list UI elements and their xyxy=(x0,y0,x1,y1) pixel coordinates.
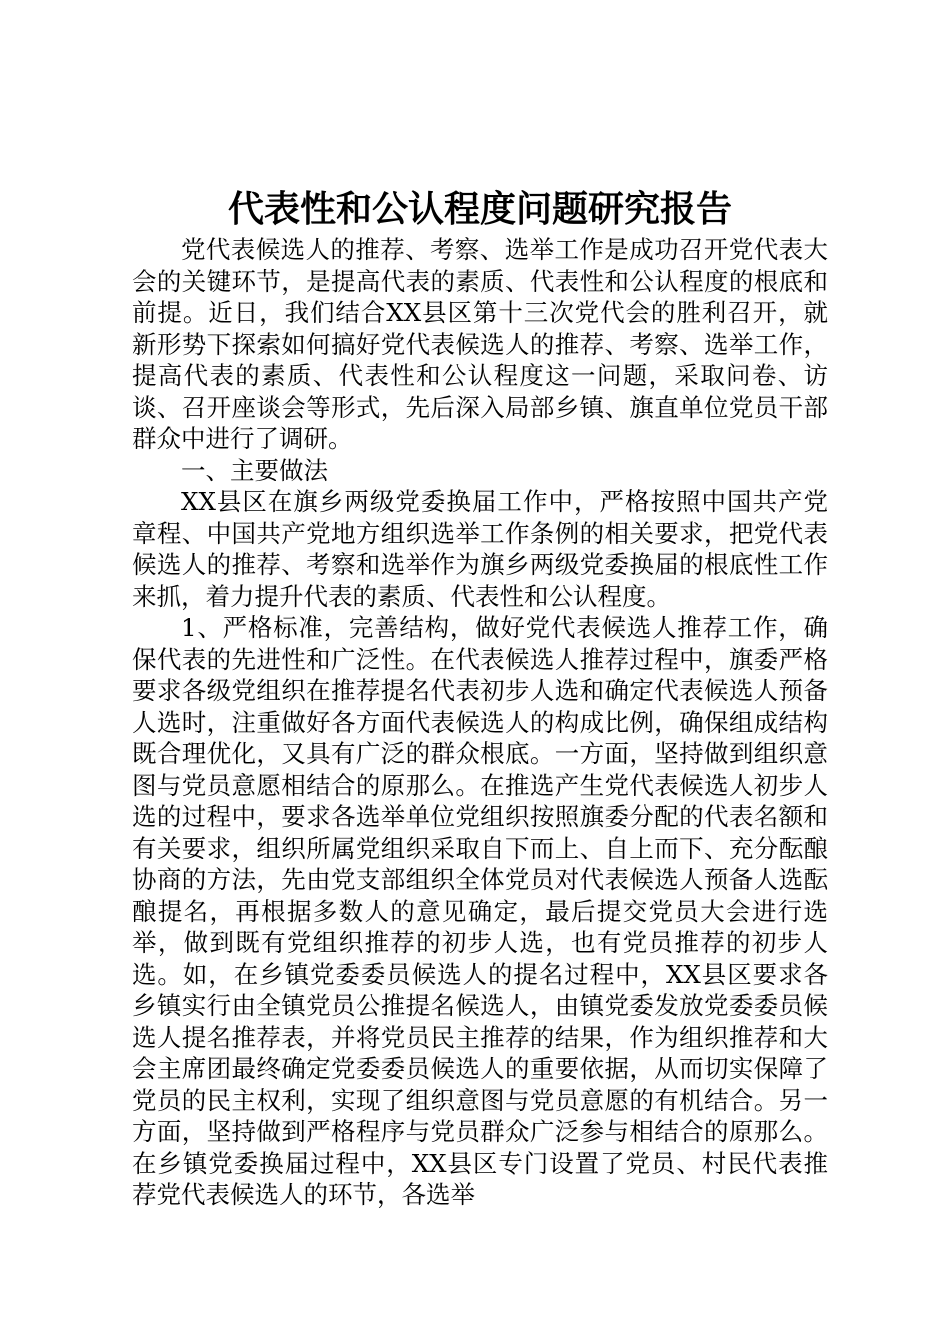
paragraph-point-1: 1、严格标准，完善结构，做好党代表候选人推荐工作，确保代表的先进性和广泛性。在代表候选人推荐过程中，旗委严格要求各级党组织在推荐提名代表初步人选和确定代表候选人预备人选时，注重做好各方面代表候选人的构成比例，确保组成结构既合理优化，又具有广泛的群众根底。一方面，坚持做到组织意图与党员意愿相结合的原那么。在推选产生党代表候选人初步人选的过程中，要求各选举单位党组织按照旗委分配的代表名额和有关要求，组织所属党组织采取自下而上、自上而下、充分酝酿协商的方法，先由党支部组织全体党员对代表候选人预备人选酝酿提名，再根据多数人的意见确定，最后提交党员大会进行选举，做到既有党组织推荐的初步人选，也有党员推荐的初步人选。如，在乡镇党委委员候选人的提名过程中，XX县区要求各乡镇实行由全镇党员公推提名候选人，由镇党委发放党委委员候选人提名推荐表，并将党员民主推荐的结果，作为组织推荐和大会主席团最终确定党委委员候选人的重要依据，从而切实保障了党员的民主权利，实现了组织意图与党员意愿的有机结合。另一方面，坚持做到严格程序与党员群众广泛参与相结合的原那么。在乡镇党委换届过程中，XX县区专门设置了党员、村民代表推荐党代表候选人的环节，各选举 xyxy=(132,613,828,1209)
section-heading-main-practices: 一、主要做法 xyxy=(181,455,328,485)
paragraph-overview: XX县区在旗乡两级党委换届工作中，严格按照中国共产党章程、中国共产党地方组织选举工作条例的相关要求，把党代表候选人的推荐、考察和选举作为旗乡两级党委换届的根底性工作来抓，着力提升代表的素质、代表性和公认程度。 xyxy=(132,487,828,611)
paragraph-intro: 党代表候选人的推荐、考察、选举工作是成功召开党代表大会的关键环节，是提高代表的素质、代表性和公认程度的根底和前提。近日，我们结合XX县区第十三次党代会的胜利召开，就新形势下探索如何搞好党代表候选人的推荐、考察、选举工作，提高代表的素质、代表性和公认程度这一问题，采取问卷、访谈、召开座谈会等形式，先后深入局部乡镇、旗直单位党员干部群众中进行了调研。 xyxy=(132,235,828,453)
document-body xyxy=(132,234,828,1211)
document-title: 代表性和公认程度问题研究报告 xyxy=(227,188,732,230)
